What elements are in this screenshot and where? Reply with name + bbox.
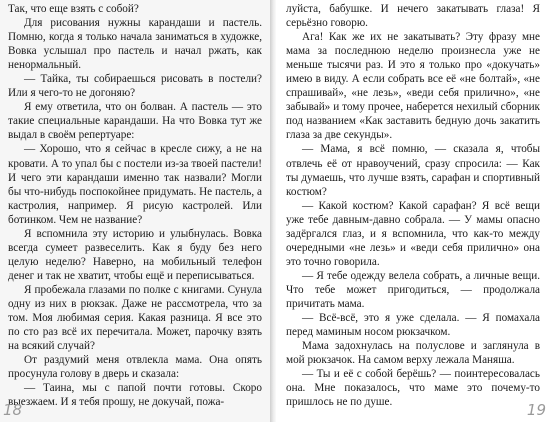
paragraph: Так, что еще взять с собой? xyxy=(8,3,139,15)
paragraph: Для рисования нужны карандаши и пастель. Помню, когда я только начала заниматься в художке, Вовка услышал про пастель и начал ржать, как ненормальный. xyxy=(8,17,262,72)
paragraph: Ага! Как же их не закатывать? Эту фразу мне мама за последнюю неделю произнесла уже не меньше тысячи раз. И это я только про «докучать» имею в виду. А если собрать все её «не болтай», «не спрашивай», «не лезь», «веди себя прилично», «не забывай» и тому прочее, наберется нехилый сборник под названием «Как заставить бедную дочь закатить глаза за две секунды». xyxy=(286,31,540,142)
paragraph: — Всё-всё, это я уже сделала. — Я помахала перед маминым носом рюкзачком. xyxy=(286,312,540,339)
paragraph: — Мама, я всё помню, — сказала я, чтобы отвлечь её от нравоучений, сразу спросила: — Как ты думаешь, что лучше взять, сарафан и спортивный костюм? xyxy=(286,143,540,198)
paragraph: — Тайка, ты собираешься рисовать в постели? Или я чего-то не догоняю? xyxy=(8,73,262,100)
paragraph: — Я тебе одежду велела собрать, а личные вещи. Что тебе может пригодиться, — продолжала причитать мама. xyxy=(286,269,540,310)
paragraph: луйста, бабушке. И нечего закатывать глаза! Я серьёзно говорю. xyxy=(286,3,540,30)
left-page xyxy=(0,0,270,422)
paragraph: Я ему ответила, что он болван. А пастель — это такие специальные карандаши. На что Вовка тут же выдал в своём репертуаре: xyxy=(8,101,262,142)
paragraph: Я вспомнила эту историю и улыбнулась. Вовка всегда сумеет развеселить. Как я буду без него целую неделю? Наверно, на мобильный телефон денег и так не хватит, чтобы ещё и переписываться. xyxy=(8,227,262,282)
paragraph: Мама задохнулась на полуслове и заглянула в мой рюкзачок. На самом верху лежала Маняша. xyxy=(286,340,540,367)
paragraph: — Таина, мы с папой почти готовы. Скоро выезжаем. И я тебя прошу, не докучай, пожа- xyxy=(8,382,262,409)
paragraph: Я пробежала глазами по полке с книгами. Сунула одну из них в рюкзак. Даже не рассмотрела, что за том. Моя любимая серия. Какая разница. Я все это по сто раз всё их перечитала. Может, парочку взять на всякий случай? xyxy=(8,283,262,353)
paragraph: От раздумий меня отвлекла мама. Она опять просунула голову в дверь и сказала: xyxy=(8,354,262,381)
paragraph: — Какой костюм? Какой сарафан? Я всё вещи уже тебе давным-давно собрала. — У мамы опасно задёргался глаз, и я вспомнила, что как-то между очередными «не лезь» и «веди себя прилично» она это точно говорила. xyxy=(286,199,540,268)
page-number-left: 18 xyxy=(3,401,23,419)
right-page xyxy=(276,0,550,422)
right-page-text xyxy=(286,2,540,409)
paragraph: — Ты и её с собой берёшь? — поинтересовалась она. Мне показалось, что маме это почему-то пришлось не по душе. xyxy=(286,368,540,409)
page-number-right: 19 xyxy=(526,401,546,419)
left-page-text xyxy=(8,2,262,409)
paragraph: — Хорошо, что я сейчас в кресле сижу, а не на кровати. А то упал бы с постели из-за твоей пастели! И чего эти карандаши именно так назвали? Могли бы что-нибудь поспокойнее придумать. Не пастель, а кастролия, например. Я рисую кастролей. Или ботинком. Чем не название? xyxy=(8,143,262,226)
